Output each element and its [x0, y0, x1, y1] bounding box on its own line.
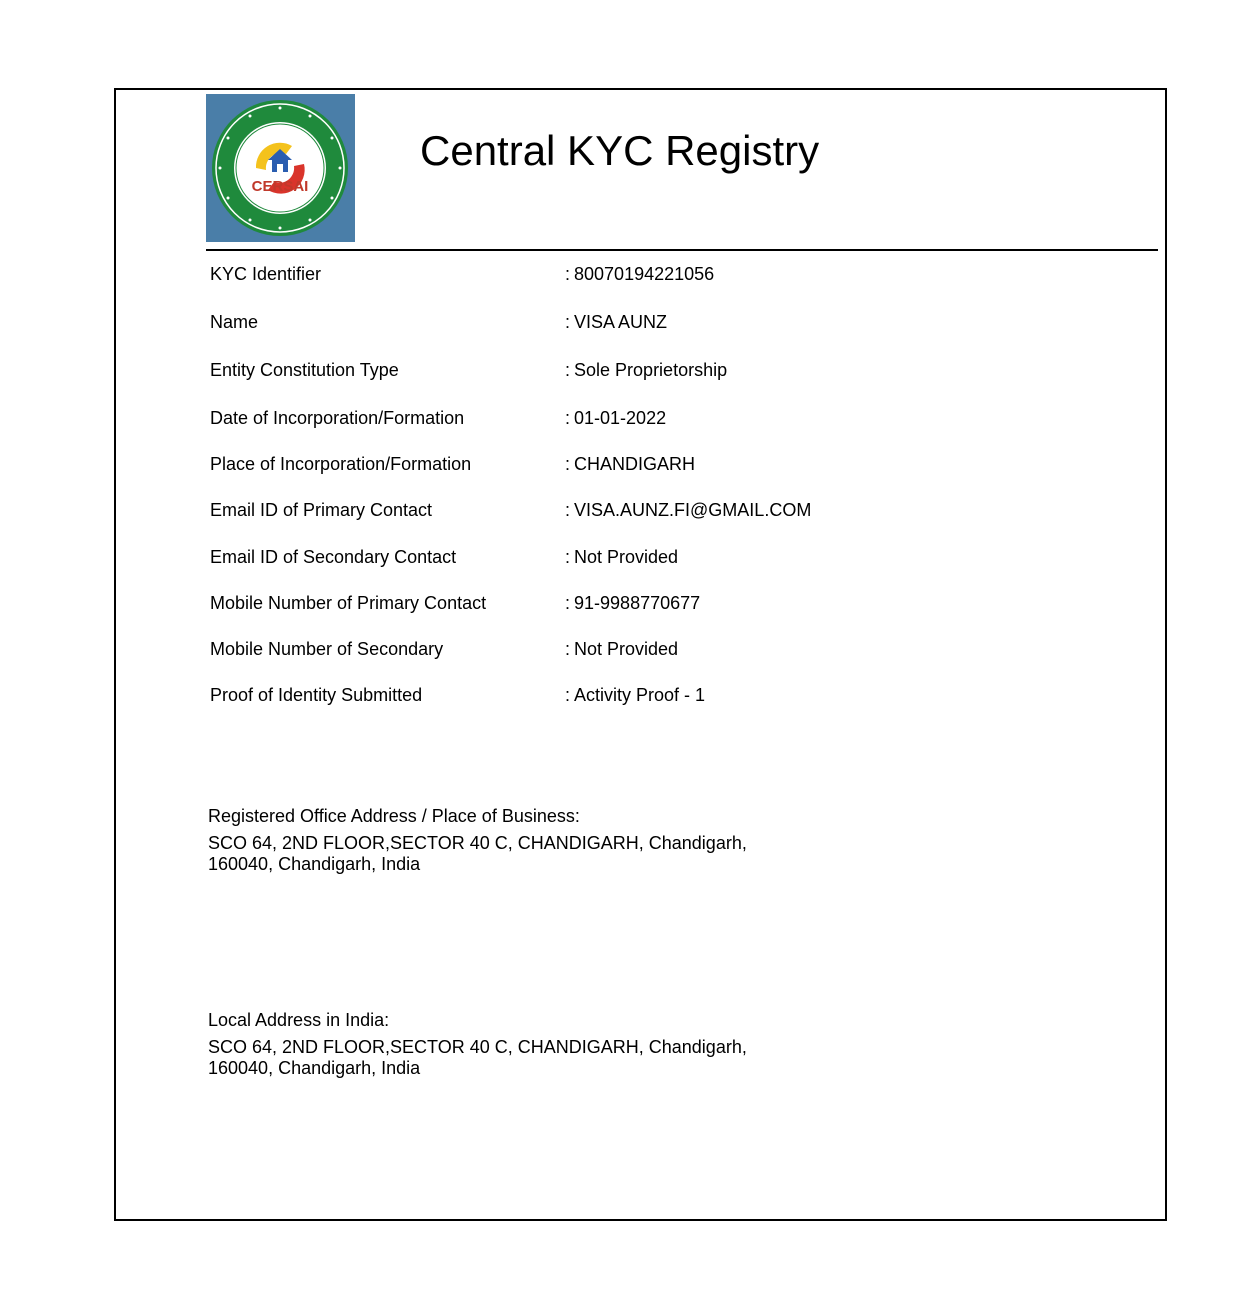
- field-value: : VISA.AUNZ.FI@GMAIL.COM: [565, 500, 812, 520]
- registered-address-heading: Registered Office Address / Place of Business:: [208, 806, 580, 826]
- field-proof-of-identity: [210, 683, 1110, 707]
- registered-address-line: 160040, Chandigarh, India: [208, 854, 421, 874]
- field-label: Mobile Number of Primary Contact: [210, 593, 487, 613]
- field-value: : CHANDIGARH: [565, 454, 696, 474]
- field-label: Mobile Number of Secondary: [210, 639, 444, 659]
- local-address-heading: Local Address in India:: [208, 1010, 390, 1030]
- field-value: : Activity Proof - 1: [565, 685, 706, 705]
- field-secondary-email: [210, 545, 1110, 569]
- field-value: : Not Provided: [565, 639, 679, 659]
- field-place-of-incorporation: [210, 452, 1110, 476]
- field-value: : Not Provided: [565, 547, 679, 567]
- field-primary-email: [210, 498, 1110, 522]
- registered-address-line: SCO 64, 2ND FLOOR,SECTOR 40 C, CHANDIGARH, Chandigarh,: [208, 833, 747, 853]
- cersai-seal-icon: [206, 94, 355, 242]
- field-label: Date of Incorporation/Formation: [210, 408, 465, 428]
- page-title: Central KYC Registry: [420, 127, 820, 174]
- field-value: : 01-01-2022: [565, 408, 667, 428]
- field-date-of-incorporation: [210, 406, 1110, 430]
- field-value: : 91-9988770677: [565, 593, 701, 613]
- local-address-line: SCO 64, 2ND FLOOR,SECTOR 40 C, CHANDIGARH, Chandigarh,: [208, 1037, 747, 1057]
- field-label: Entity Constitution Type: [210, 360, 399, 380]
- field-label: Email ID of Primary Contact: [210, 500, 433, 520]
- field-value: : 80070194221056: [565, 264, 715, 284]
- field-label: Name: [210, 312, 259, 332]
- field-secondary-mobile: [210, 637, 1110, 661]
- field-label: Email ID of Secondary Contact: [210, 547, 457, 567]
- registered-address-block: [208, 806, 908, 875]
- local-address-block: [208, 1010, 908, 1079]
- field-label: KYC Identifier: [210, 264, 322, 284]
- field-value: : Sole Proprietorship: [565, 360, 728, 380]
- field-name: [210, 310, 1110, 334]
- field-entity-constitution-type: [210, 358, 1110, 382]
- field-kyc-identifier: [210, 262, 1110, 286]
- field-label: Proof of Identity Submitted: [210, 685, 423, 705]
- local-address-line: 160040, Chandigarh, India: [208, 1058, 421, 1078]
- svg-text:CERSAI: CERSAI: [251, 178, 309, 195]
- cersai-logo: [206, 94, 355, 242]
- field-value: : VISA AUNZ: [565, 312, 668, 332]
- field-label: Place of Incorporation/Formation: [210, 454, 472, 474]
- header-divider: [206, 249, 1158, 251]
- field-primary-mobile: [210, 591, 1110, 615]
